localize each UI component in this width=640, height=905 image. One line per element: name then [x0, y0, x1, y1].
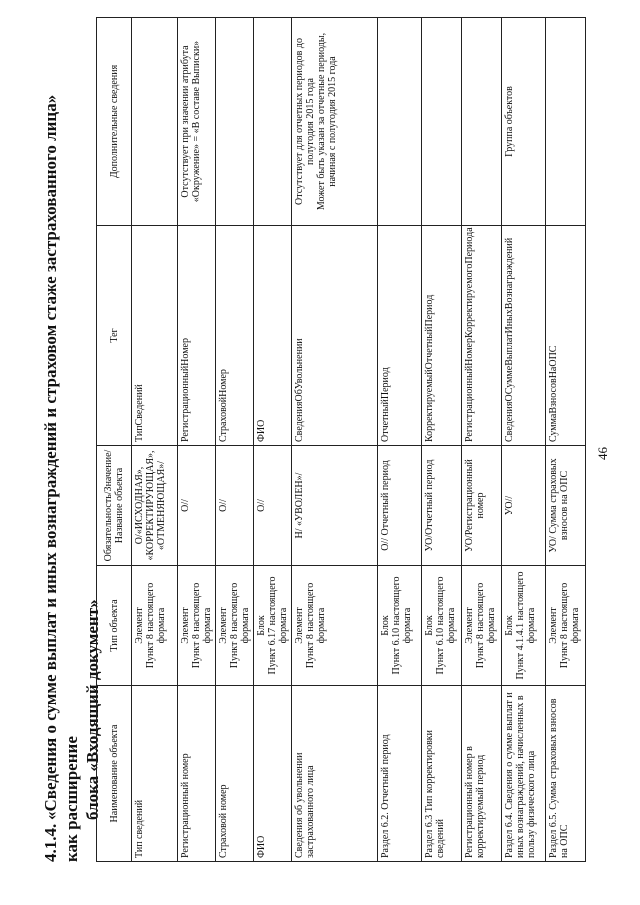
- cell-type: Блок Пункт 6.10 настоящего формата: [422, 566, 462, 686]
- cell-type: Блок Пункт 6.10 настоящего формата: [378, 566, 422, 686]
- cell-tag: СтраховойНомер: [216, 226, 254, 446]
- cell-name: Раздел 6.2. Отчетный период: [378, 686, 422, 862]
- section-number: 4.1.4.: [41, 823, 60, 862]
- cell-value: О//: [178, 446, 216, 566]
- cell-value: УО//: [502, 446, 546, 566]
- cell-extra: [546, 18, 586, 226]
- table-row: [378, 18, 422, 862]
- cell-extra: [378, 18, 422, 226]
- table-row: [216, 18, 254, 862]
- cell-value: УО/Отчетный период: [422, 446, 462, 566]
- cell-name: Тип сведений: [132, 686, 178, 862]
- table-row: [178, 18, 216, 862]
- cell-name: Регистрационный номер: [178, 686, 216, 862]
- cell-type: Блок Пункт 6.17 настоящего формата: [254, 566, 292, 686]
- cell-name: Сведения об увольнении застрахованного лица: [292, 686, 378, 862]
- cell-tag: СведенияОСуммеВыплатИныхВознаграждений: [502, 226, 546, 446]
- cell-name: Страховой номер: [216, 686, 254, 862]
- header-value: Обязательность/Значение/Название объекта: [97, 446, 132, 566]
- cell-type: Блок Пункт 4.1.4.1 настоящего формата: [502, 566, 546, 686]
- cell-extra: [216, 18, 254, 226]
- cell-tag: ФИО: [254, 226, 292, 446]
- heading-line-1: «Сведения о сумме выплат и иных вознаграждений и страховом стаже застрахованного лица» как расширение: [41, 94, 81, 862]
- cell-name: Регистрационный номер в корректируемый период: [462, 686, 502, 862]
- section-heading: [40, 92, 103, 862]
- table-row: [422, 18, 462, 862]
- cell-tag: СведенияОбУвольнении: [292, 226, 378, 446]
- cell-value: УО/Регистрационный номер: [462, 446, 502, 566]
- header-type: Тип объекта: [97, 566, 132, 686]
- cell-extra: Группа объектов: [502, 18, 546, 226]
- cell-value: О//: [254, 446, 292, 566]
- table-row: [502, 18, 546, 862]
- cell-value: О/«ИСХОДНАЯ», «КОРРЕКТИРУЮЩАЯ», «ОТМЕНЯЮЩАЯ»/: [132, 446, 178, 566]
- cell-value: Н/ «УВОЛЕН»/: [292, 446, 378, 566]
- heading-line-2: блока «Входящий документ»: [83, 599, 102, 820]
- cell-value: О//: [216, 446, 254, 566]
- objects-table: [96, 17, 586, 862]
- cell-tag: РегистрационныйНомерКорректируемогоПериода: [462, 226, 502, 446]
- cell-name: ФИО: [254, 686, 292, 862]
- cell-type: Элемент Пункт 8 настоящего формата: [178, 566, 216, 686]
- table-row: [132, 18, 178, 862]
- cell-type: Элемент Пункт 8 настоящего формата: [462, 566, 502, 686]
- cell-tag: РегистрационныйНомер: [178, 226, 216, 446]
- cell-tag: КорректируемыйОтчетныйПериод: [422, 226, 462, 446]
- cell-tag: ОтчетныйПериод: [378, 226, 422, 446]
- header-tag: Тег: [97, 226, 132, 446]
- header-name: Наименование объекта: [97, 686, 132, 862]
- cell-extra: [254, 18, 292, 226]
- cell-extra: [462, 18, 502, 226]
- cell-tag: ТипСведений: [132, 226, 178, 446]
- cell-extra: Отсутствует при значении атрибута «Окружение» = «В составе Выписки»: [178, 18, 216, 226]
- cell-extra: [132, 18, 178, 226]
- header-extra: Дополнительные сведения: [97, 18, 132, 226]
- cell-name: Раздел 6.4. Сведения о сумме выплат и иных вознаграждений, начисленных в пользу физического лица: [502, 686, 546, 862]
- cell-name: Раздел 6.3 Тип корректировки сведений: [422, 686, 462, 862]
- cell-value: УО/ Сумма страховых взносов на ОПС: [546, 446, 586, 566]
- page-number: 46: [595, 447, 610, 460]
- table-row: [254, 18, 292, 862]
- cell-type: Элемент Пункт 8 настоящего формата: [546, 566, 586, 686]
- cell-name: Раздел 6.5. Сумма страховых взносов на ОПС: [546, 686, 586, 862]
- table-row: [292, 18, 378, 862]
- rotated-page: [38, 18, 638, 862]
- table-header-row: [97, 18, 132, 862]
- cell-value: О// Отчетный период: [378, 446, 422, 566]
- cell-tag: СуммаВзносовНаОПС: [546, 226, 586, 446]
- table-row: [546, 18, 586, 862]
- cell-type: Элемент Пункт 8 настоящего формата: [292, 566, 378, 686]
- cell-extra: [422, 18, 462, 226]
- table-row: [462, 18, 502, 862]
- cell-extra: Отсутствует для отчетных периодов до полугодия 2015 года Может быть указан за отчетные периоды, начиная с полугодия 2015 года: [292, 18, 378, 226]
- cell-type: Элемент Пункт 8 настоящего формата: [216, 566, 254, 686]
- cell-type: Элемент Пункт 8 настоящего формата: [132, 566, 178, 686]
